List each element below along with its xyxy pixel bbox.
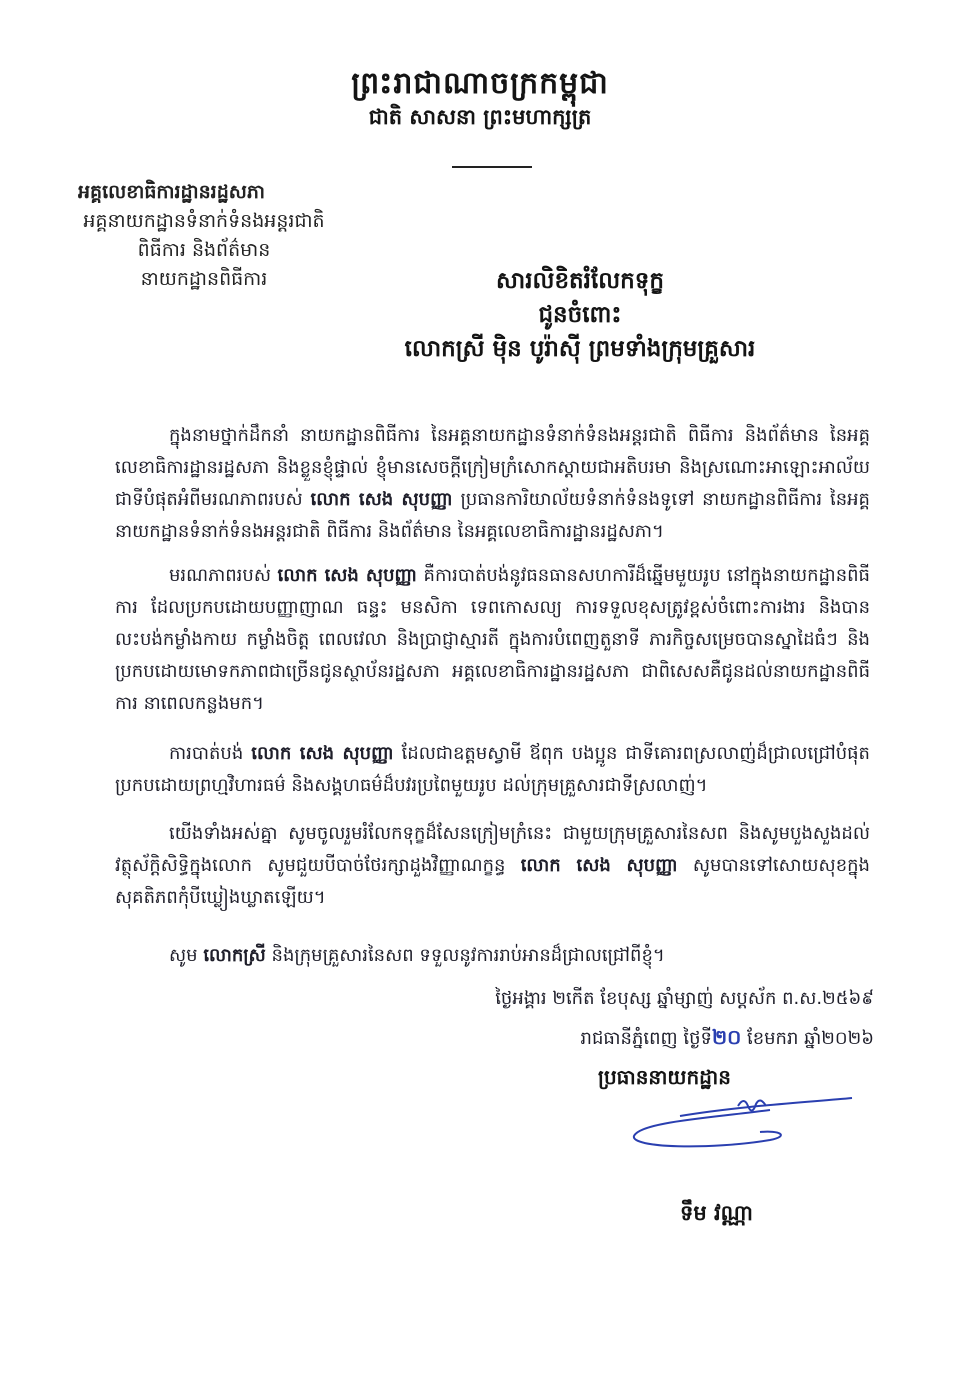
signatory-name: ទឹម វណ្ណា: [680, 1201, 753, 1225]
place-date-prefix: រាជធានីភ្នំពេញ ថ្ងៃទី: [580, 1028, 712, 1049]
paragraph-1: [115, 420, 870, 548]
p4-text-a: យើងទាំងអស់គ្នា សូមចូលរួមរំលែកទុក្ខដ៏សែនក្រៀមក្រំនេះ ជាមួយក្រុមគ្រួសារនៃសព និងសូមបួងសួងដល់វត្ថុស័ក្តិសិទ្ធិក្នុងលោក សូមជួយបីបាច់ថែរក្សាដួងវិញ្ញាណក្ខន្ធ: [115, 823, 870, 876]
letter-addressee-label: ជូនចំពោះ: [538, 302, 622, 328]
p5-text-a: សូម: [169, 945, 198, 966]
letter-title: សារលិខិតរំលែកទុក្ខ: [496, 268, 664, 294]
header-divider: [452, 166, 532, 168]
sender-line-department-general: អគ្គនាយកដ្ឋានទំនាក់ទំនងអន្តរជាតិ: [83, 210, 325, 232]
p4-text-b: សូមបានទៅសោយសុខក្នុងសុគតិភពកុំបីឃ្លៀងឃ្លាតឡើយ។: [115, 855, 870, 908]
p1-text-b: ប្រធានការិយាល័យទំនាក់ទំនងទូទៅ នាយកដ្ឋានពិធីការ នៃអគ្គនាយកដ្ឋានទំនាក់ទំនងអន្តរជាតិ ពិធីការ និងព័ត៌មាន នៃអគ្គលេខាធិការដ្ឋានរដ្ឋសភា។: [115, 489, 870, 542]
lunar-date: ថ្ងៃអង្គារ ២កើត ខែបុស្ស ឆ្នាំម្សាញ់ សប្តស័ក ព.ស.២៥៦៩: [495, 988, 874, 1009]
place-date: [581, 1024, 874, 1054]
paragraph-2: [115, 560, 870, 720]
letter-addressee: លោកស្រី ម៉ិន បូរ៉ាស៊ី ព្រមទាំងក្រុមគ្រួសារ: [404, 336, 756, 362]
p2-deceased-name: លោក សេង សុបញ្ញា: [277, 565, 417, 586]
p1-text-a: ក្នុងនាមថ្នាក់ដឹកនាំ នាយកដ្ឋានពិធីការ នៃអគ្គនាយកដ្ឋានទំនាក់ទំនងអន្តរជាតិ ពិធីការ និងព័ត៌មាន នៃអគ្គលេខាធិការដ្ឋានរដ្ឋសភា និងខ្លួនខ្ញុំផ្ទាល់ ខ្ញុំមានសេចក្តីក្រៀមក្រំសោកស្តាយជាអតិបរមា និងស្រណោះអាឡោះអាល័យជាទីបំផុតអំពីមរណភាពរបស់: [115, 425, 870, 510]
handwritten-day: ២០: [711, 1025, 742, 1049]
sender-line-protocol: ពិធីការ និងព័ត៌មាន: [137, 239, 271, 261]
p4-deceased-name: លោក សេង សុបញ្ញា: [520, 855, 678, 876]
paragraph-5: [115, 940, 870, 972]
kingdom-heading: ព្រះរាជាណាចក្រកម្ពុជា: [351, 66, 609, 101]
p3-text-a: ការបាត់បង់: [169, 743, 244, 764]
sender-line-department: នាយកដ្ឋានពិធីការ: [140, 268, 268, 290]
p5-text-b: និងក្រុមគ្រួសារនៃសព ទទួលនូវការរាប់អានដ៏ជ្រាលជ្រៅពីខ្ញុំ។: [271, 945, 665, 966]
p2-text-b: គឺការបាត់បង់នូវធនធានសហការីដ៏ឆ្នើមមួយរូប នៅក្នុងនាយកដ្ឋានពិធីការ ដែលប្រកបដោយបញ្ញាញាណ ធន្ទះ មនសិកា ទេពកោសល្យ ការទទួលខុសត្រូវខ្ពស់ចំពោះការងារ និងបានលះបង់កម្លាំងកាយ កម្លាំងចិត្ត ពេលវេលា និងប្រាជ្ញាស្មារតី ក្នុងការបំពេញតួនាទី ភារកិច្ចសម្រេចបានស្នាដៃធំៗ និងប្រកបដោយមោទកភាពជាច្រើនជូនស្ថាប័នរដ្ឋសភា អគ្គលេខាធិការដ្ឋានរដ្ឋសភា ជាពិសេសគឺជូនដល់នាយកដ្ឋានពិធីការ នាពេលកន្លងមក។: [115, 565, 870, 714]
p2-text-a: មរណភាពរបស់: [169, 565, 271, 586]
p5-widow-title: លោកស្រី: [203, 945, 266, 966]
signatory-role: ប្រធាននាយកដ្ឋាន: [598, 1065, 731, 1089]
paragraph-3: [115, 738, 870, 802]
p1-deceased-name: លោក សេង សុបញ្ញា: [310, 489, 453, 510]
sender-line-secretariat: អគ្គលេខាធិការដ្ឋានរដ្ឋសភា: [78, 181, 265, 203]
p3-deceased-name: លោក សេង សុបញ្ញា: [251, 743, 394, 764]
p3-text-b: ដែលជាឧត្តមស្វាមី ឪពុក បងប្អូន ជាទីគោរពស្រលាញ់ដ៏ជ្រាលជ្រៅបំផុត ប្រកបដោយព្រហ្មវិហារធម៌ និងសង្គហធម៌ដ៏បវរប្រពៃមួយរូប ដល់ក្រុមគ្រួសារជាទីស្រលាញ់។: [115, 743, 870, 796]
place-date-suffix: ខែមករា ឆ្នាំ២០២៦: [746, 1028, 874, 1049]
paragraph-4: [115, 818, 870, 914]
national-motto: ជាតិ សាសនា ព្រះមហាក្សត្រ: [368, 105, 592, 129]
handwritten-signature: [620, 1088, 860, 1158]
letter-title-block: [200, 264, 960, 366]
